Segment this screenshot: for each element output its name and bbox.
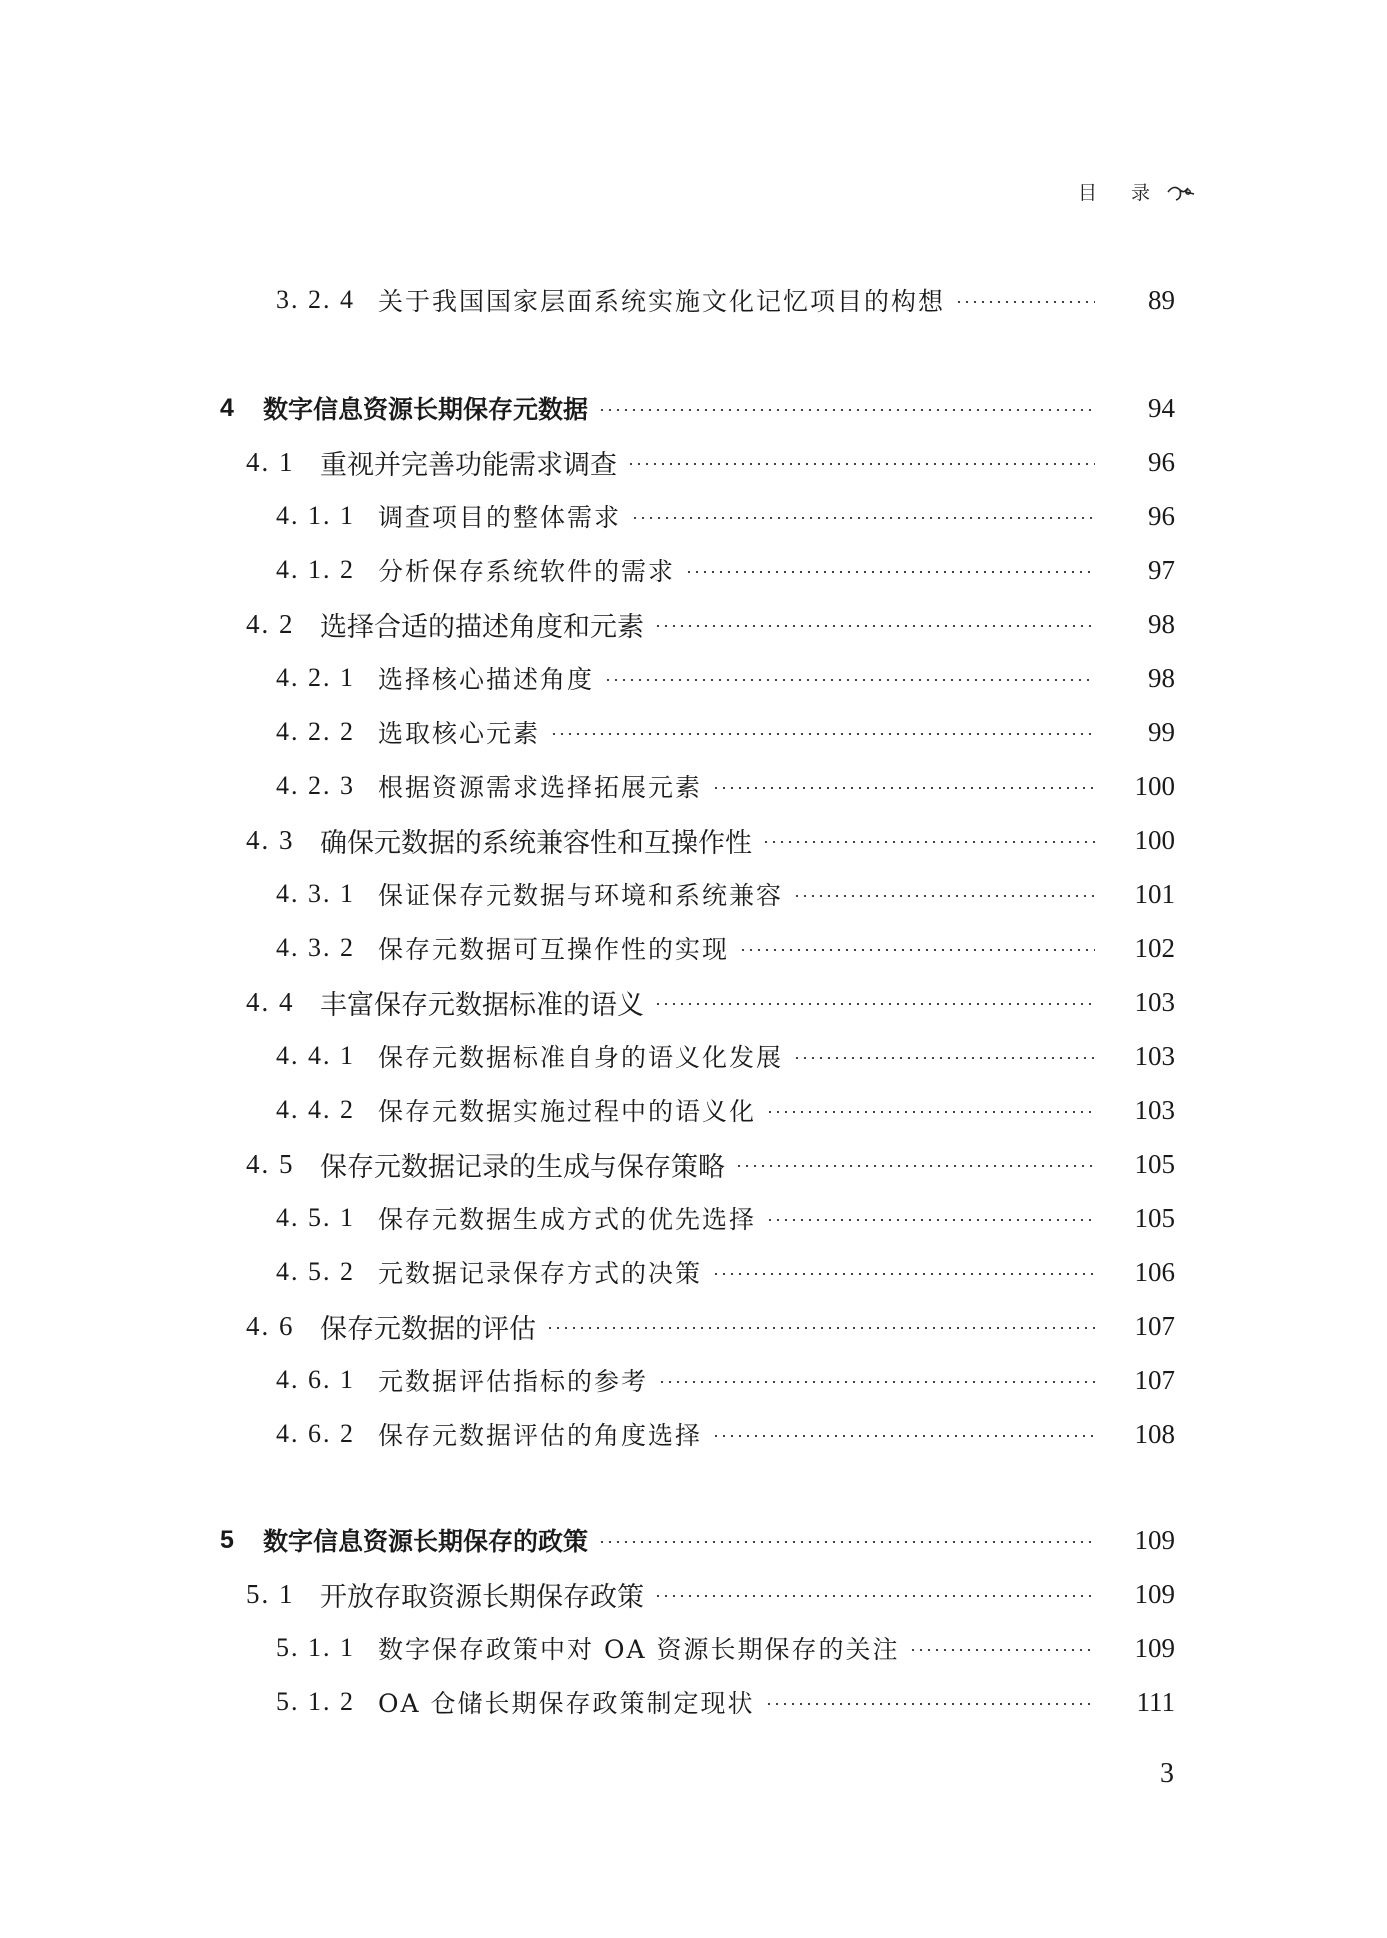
running-head <box>1078 178 1196 205</box>
toc-entry-page: 101 <box>1134 878 1175 909</box>
toc-section-entry <box>0 818 1387 862</box>
toc-entry-page: 108 <box>1134 1418 1175 1449</box>
dot-leader <box>654 625 1095 627</box>
dot-leader <box>654 1003 1095 1005</box>
toc-subsection-entry <box>0 1196 1387 1240</box>
toc-entry-page: 109 <box>1134 1524 1175 1555</box>
toc-subsection-entry <box>0 1680 1387 1724</box>
dot-leader <box>685 571 1095 573</box>
toc-entry-title: 数字信息资源长期保存元数据 <box>263 395 589 424</box>
toc-entry-page: 98 <box>1148 608 1175 639</box>
toc-subsection-entry <box>0 1626 1387 1670</box>
toc-entry-title: 保存元数据实施过程中的语义化 <box>378 1097 757 1126</box>
toc-entry-number: 4. 1 <box>246 446 295 477</box>
toc-section-entry <box>0 1142 1387 1186</box>
toc-entry-page: 100 <box>1134 770 1175 801</box>
toc-subsection-entry <box>0 1088 1387 1132</box>
toc-subsection-entry <box>0 710 1387 754</box>
toc-entry-number: 4. 5. 2 <box>276 1257 355 1286</box>
toc-entry-number: 4. 2. 3 <box>276 771 355 800</box>
toc-subsection-entry <box>0 494 1387 538</box>
toc-entry-title: 丰富保存元数据标准的语义 <box>320 989 644 1021</box>
dot-leader <box>739 949 1095 951</box>
dot-leader <box>627 463 1095 465</box>
toc-entry-number: 4. 1. 2 <box>276 555 355 584</box>
toc-entry-number: 4. 2. 1 <box>276 663 355 692</box>
toc-entry-number: 5. 1 <box>246 1578 295 1609</box>
toc-entry-page: 105 <box>1134 1202 1175 1233</box>
dot-leader <box>735 1165 1095 1167</box>
toc-entry-page: 96 <box>1148 500 1175 531</box>
toc-entry-page: 103 <box>1134 1094 1175 1125</box>
toc-entry-page: 98 <box>1148 662 1175 693</box>
dot-leader <box>766 1219 1095 1221</box>
toc-entry-page: 94 <box>1148 392 1175 423</box>
toc-entry-page: 96 <box>1148 446 1175 477</box>
toc-entry-page: 106 <box>1134 1256 1175 1287</box>
toc-subsection-entry <box>0 926 1387 970</box>
toc-entry-page: 99 <box>1148 716 1175 747</box>
toc-subsection-entry <box>0 656 1387 700</box>
toc-entry-title: 保存元数据生成方式的优先选择 <box>378 1205 757 1234</box>
toc-chapter-entry <box>0 386 1387 430</box>
dot-leader <box>598 409 1095 411</box>
dot-leader <box>631 517 1095 519</box>
toc-entry-number: 5 <box>220 1525 234 1554</box>
dot-leader <box>955 301 1095 303</box>
dot-leader <box>658 1381 1095 1383</box>
toc-entry-title: 选取核心元素 <box>378 719 541 748</box>
toc-entry-title: 数字保存政策中对 OA 资源长期保存的关注 <box>378 1635 900 1664</box>
dot-leader <box>654 1595 1095 1597</box>
toc-entry-title: 保存元数据的评估 <box>320 1313 536 1345</box>
toc-entry-title: 分析保存系统软件的需求 <box>378 557 676 586</box>
toc-entry-title: 重视并完善功能需求调查 <box>320 449 617 481</box>
toc-entry-number: 4. 3. 2 <box>276 933 355 962</box>
toc-entry-page: 102 <box>1134 932 1175 963</box>
toc-section-entry <box>0 980 1387 1024</box>
toc-entry-page: 109 <box>1134 1632 1175 1663</box>
dot-leader <box>604 679 1095 681</box>
toc-entry-title: OA 仓储长期保存政策制定现状 <box>378 1689 755 1718</box>
toc-subsection-entry <box>0 872 1387 916</box>
toc-entry-page: 89 <box>1148 284 1175 315</box>
dot-leader <box>793 1057 1095 1059</box>
dot-leader <box>712 1435 1095 1437</box>
dot-leader <box>598 1541 1095 1543</box>
page-number: 3 <box>1160 1758 1174 1789</box>
toc-entry-title: 根据资源需求选择拓展元素 <box>378 773 703 802</box>
dot-leader <box>712 787 1095 789</box>
toc-chapter-entry <box>0 1518 1387 1562</box>
toc-entry-page: 111 <box>1136 1686 1175 1717</box>
toc-entry-page: 100 <box>1134 824 1175 855</box>
toc-subsection-entry <box>0 278 1387 322</box>
toc-entry-number: 4. 6. 2 <box>276 1419 355 1448</box>
toc-subsection-entry <box>0 1250 1387 1294</box>
ornament-icon <box>1166 180 1196 204</box>
toc-entry-title: 保存元数据标准自身的语义化发展 <box>378 1043 784 1072</box>
toc-entry-title: 保存元数据评估的角度选择 <box>378 1421 703 1450</box>
dot-leader <box>762 841 1095 843</box>
toc-subsection-entry <box>0 1358 1387 1402</box>
toc-section-entry <box>0 602 1387 646</box>
toc-entry-title: 开放存取资源长期保存政策 <box>320 1581 644 1613</box>
toc-entry-title: 元数据评估指标的参考 <box>378 1367 649 1396</box>
toc-entry-number: 5. 1. 2 <box>276 1687 355 1716</box>
toc-entry-page: 105 <box>1134 1148 1175 1179</box>
toc-entry-number: 4. 2. 2 <box>276 717 355 746</box>
toc-entry-title: 确保元数据的系统兼容性和互操作性 <box>320 827 752 859</box>
toc-entry-page: 97 <box>1148 554 1175 585</box>
toc-subsection-entry <box>0 548 1387 592</box>
toc-subsection-entry <box>0 1412 1387 1456</box>
toc-entry-page: 103 <box>1134 986 1175 1017</box>
toc-entry-title: 数字信息资源长期保存的政策 <box>263 1527 589 1556</box>
dot-leader <box>765 1703 1096 1705</box>
toc-entry-number: 4. 2 <box>246 608 295 639</box>
toc-entry-title: 选择核心描述角度 <box>378 665 595 694</box>
toc-entry-title: 保存元数据可互操作性的实现 <box>378 935 730 964</box>
toc-entry-number: 4. 3 <box>246 824 295 855</box>
dot-leader <box>712 1273 1095 1275</box>
dot-leader <box>909 1649 1095 1651</box>
dot-leader <box>550 733 1095 735</box>
toc-entry-number: 4. 6. 1 <box>276 1365 355 1394</box>
toc-entry-number: 4. 4. 1 <box>276 1041 355 1070</box>
toc-entry-number: 4. 4. 2 <box>276 1095 355 1124</box>
dot-leader <box>766 1111 1095 1113</box>
toc-entry-number: 4 <box>220 393 234 422</box>
toc-entry-page: 109 <box>1134 1578 1175 1609</box>
toc-entry-title: 元数据记录保存方式的决策 <box>378 1259 703 1288</box>
toc-entry-number: 4. 5 <box>246 1148 295 1179</box>
toc-entry-number: 4. 6 <box>246 1310 295 1341</box>
toc-entry-number: 4. 3. 1 <box>276 879 355 908</box>
toc-section-entry <box>0 1304 1387 1348</box>
dot-leader <box>546 1327 1095 1329</box>
toc-entry-page: 103 <box>1134 1040 1175 1071</box>
dot-leader <box>793 895 1095 897</box>
toc-subsection-entry <box>0 1034 1387 1078</box>
toc-entry-number: 4. 4 <box>246 986 295 1017</box>
toc-entry-title: 关于我国国家层面系统实施文化记忆项目的构想 <box>378 287 946 316</box>
toc-entry-number: 3. 2. 4 <box>276 285 355 314</box>
toc-entry-number: 4. 5. 1 <box>276 1203 355 1232</box>
running-head-text: 目 录 <box>1078 182 1165 204</box>
toc-section-entry <box>0 1572 1387 1616</box>
toc-subsection-entry <box>0 764 1387 808</box>
toc-section-entry <box>0 440 1387 484</box>
toc-entry-title: 保存元数据记录的生成与保存策略 <box>320 1151 725 1183</box>
toc-entry-title: 选择合适的描述角度和元素 <box>320 611 644 643</box>
toc-entry-page: 107 <box>1134 1310 1175 1341</box>
toc-entry-title: 保证保存元数据与环境和系统兼容 <box>378 881 784 910</box>
toc-entry-number: 4. 1. 1 <box>276 501 355 530</box>
toc-entry-page: 107 <box>1134 1364 1175 1395</box>
toc-entry-number: 5. 1. 1 <box>276 1633 355 1662</box>
toc-entry-title: 调查项目的整体需求 <box>378 503 622 532</box>
